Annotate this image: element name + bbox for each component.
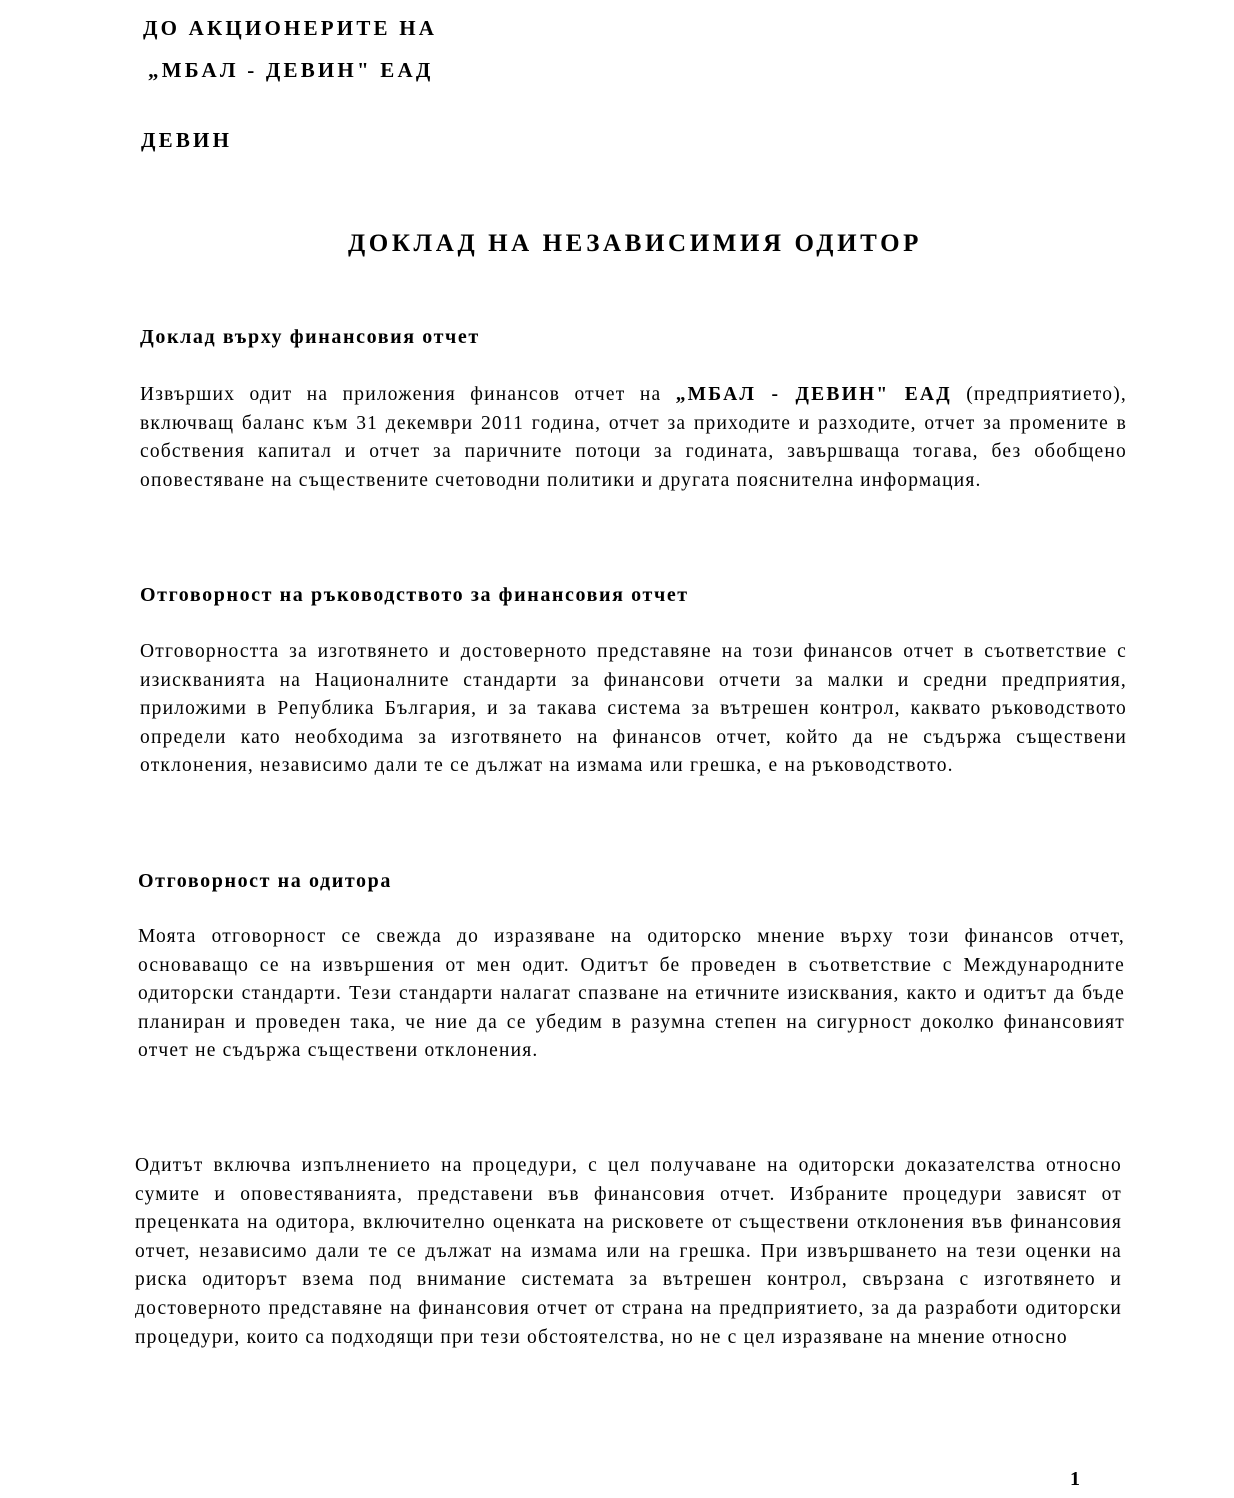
report-title: ДОКЛАД НА НЕЗАВИСИМИЯ ОДИТОР (347, 230, 922, 257)
recipient-line-1: ДО АКЦИОНЕРИТЕ НА (143, 16, 438, 40)
paragraph-auditor-responsibility-text: Моята отговорност се свежда до изразяване на одиторско мнение върху този финансов отчет, основаващо се на извършения от мен одит. Одитът бе проведен в съответствие с Международните одиторски стандарти. Тези стандарти налагат спазване на етичните изисквания, както и одитът да бъде планиран и проведен така, че ние да се убедим в разумна степен на сигурност доколко финансовият отчет не съдържа съществени отклонения. (138, 926, 1125, 1062)
company-name: „МБАЛ - ДЕВИН" ЕАД (675, 384, 952, 405)
paragraph-report-text-after: (предприятието), включващ баланс към 31 декември 2011 година, отчет за приходите и разходите, отчет за промените в собствения капитал и отчет за паричните потоци за годината, завършваща тогава, без обобщено оповестяване на съществените счетоводни политики и другата пояснителна информация. (140, 384, 1127, 491)
paragraph-audit-procedures (135, 1152, 1122, 1352)
paragraph-audit-procedures-text: Одитът включва изпълнението на процедури, с цел получаване на одиторски доказателства относно сумите и оповестяванията, представени във финансовия отчет. Избраните процедури зависят от преценката на одитора, включително оценката на рисковете от съществени отклонения във финансовия отчет, независимо дали те се дължат на измама или на грешка. При извършването на тези оценки на риска одиторът взема под внимание системата за вътрешен контрол, свързана с изготвянето и достоверното представяне на финансовия отчет от страна на предприятието, за да разработи одиторски процедури, които са подходящи при тези обстоятелства, но не с цел изразяване на мнение относно (135, 1155, 1122, 1348)
section-heading-auditor-responsibility: Отговорност на одитора (138, 870, 392, 892)
paragraph-management-responsibility (140, 638, 1127, 781)
page-number: 1 (1070, 1468, 1080, 1490)
recipient-line-2: „МБАЛ - ДЕВИН" ЕАД (148, 58, 434, 82)
paragraph-management-responsibility-text: Отговорността за изготвянето и достоверното представяне на този финансов отчет в съответствие с изискванията на Националните стандарти за финансови отчети за малки и средни предприятия, приложими в Република България, и за такава система за вътрешен контрол, каквато ръководството определи като необходима за изготвянето на финансов отчет, който да не съдържа съществени отклонения, независимо дали те се дължат на измама или грешка, е на ръководството. (140, 641, 1127, 777)
paragraph-auditor-responsibility (138, 923, 1125, 1066)
paragraph-report (140, 381, 1127, 495)
section-heading-report: Доклад върху финансовия отчет (140, 326, 480, 348)
paragraph-report-text-before: Извърших одит на приложения финансов отчет на (140, 384, 676, 405)
recipient-city: ДЕВИН (141, 128, 233, 152)
section-heading-management-responsibility: Отговорност на ръководството за финансовия отчет (140, 584, 689, 606)
